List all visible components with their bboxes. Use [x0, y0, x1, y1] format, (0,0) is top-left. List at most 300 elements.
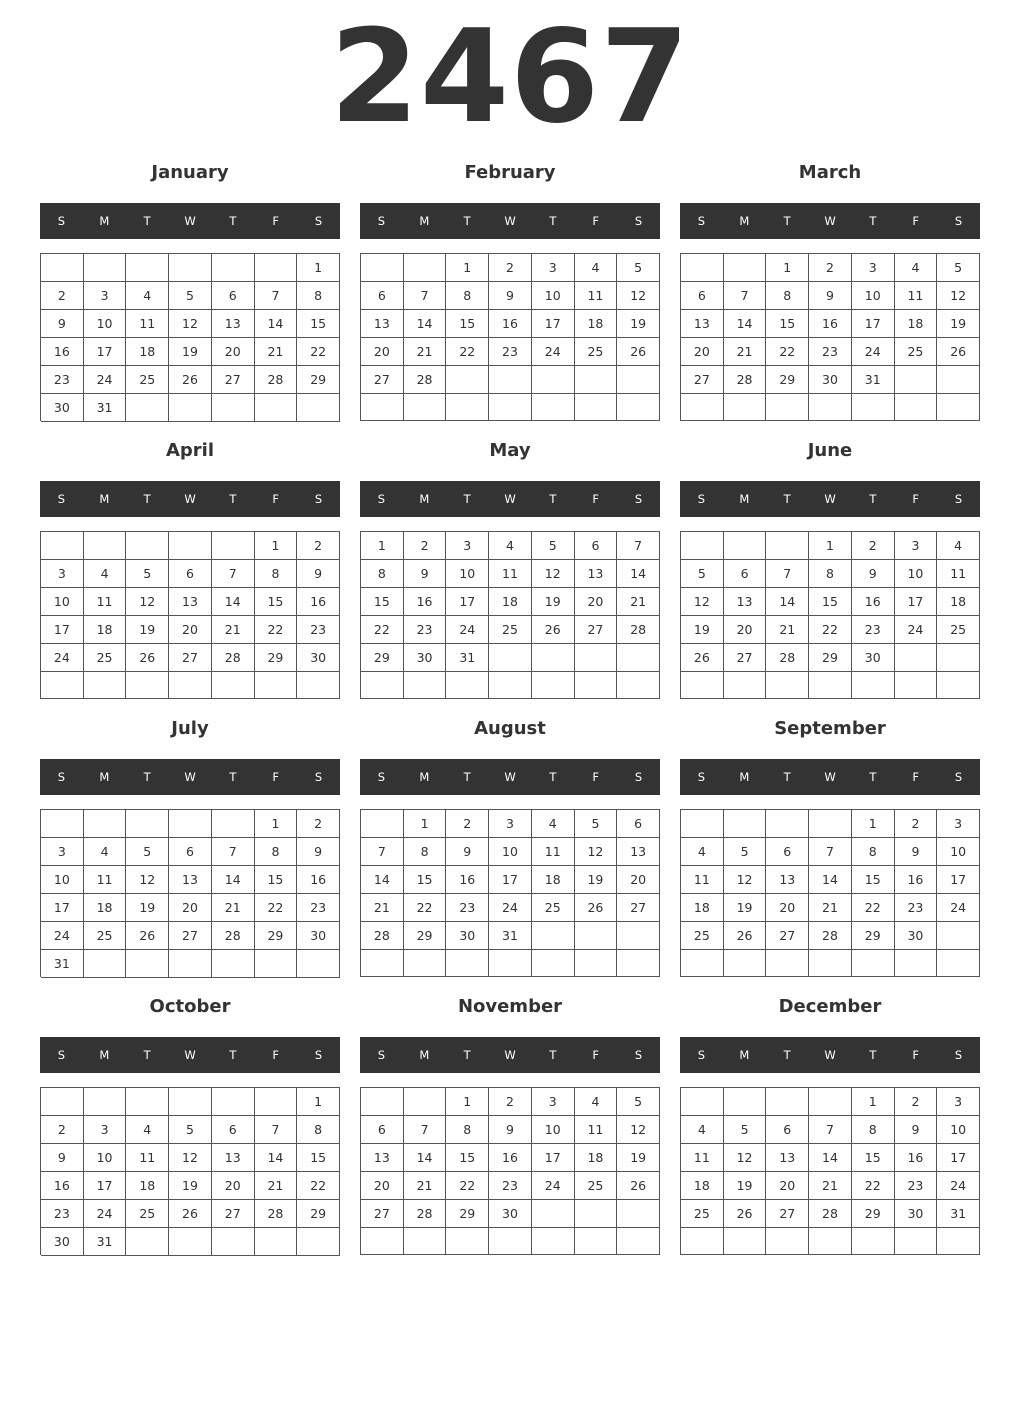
day-cell[interactable]: 25 — [489, 616, 532, 644]
day-cell[interactable]: 28 — [617, 616, 660, 644]
day-cell[interactable]: 5 — [126, 560, 169, 588]
day-cell[interactable]: 12 — [575, 838, 618, 866]
day-cell[interactable]: 22 — [297, 338, 340, 366]
day-cell[interactable]: 15 — [404, 866, 447, 894]
day-cell[interactable]: 13 — [212, 1144, 255, 1172]
day-cell[interactable]: 20 — [681, 338, 724, 366]
day-cell[interactable]: 13 — [766, 866, 809, 894]
day-cell[interactable]: 16 — [895, 1144, 938, 1172]
day-cell[interactable]: 6 — [361, 1116, 404, 1144]
day-cell[interactable]: 1 — [297, 254, 340, 282]
day-cell[interactable]: 31 — [852, 366, 895, 394]
day-cell[interactable]: 16 — [809, 310, 852, 338]
day-cell[interactable]: 5 — [724, 838, 767, 866]
day-cell[interactable]: 18 — [126, 1172, 169, 1200]
day-cell[interactable]: 1 — [297, 1088, 340, 1116]
day-cell[interactable]: 24 — [937, 894, 980, 922]
day-cell[interactable]: 2 — [895, 810, 938, 838]
day-cell[interactable]: 7 — [404, 282, 447, 310]
day-cell[interactable]: 27 — [681, 366, 724, 394]
day-cell[interactable]: 21 — [255, 338, 298, 366]
day-cell[interactable]: 12 — [169, 310, 212, 338]
day-cell[interactable]: 17 — [937, 1144, 980, 1172]
day-cell[interactable]: 24 — [895, 616, 938, 644]
day-cell[interactable]: 11 — [126, 310, 169, 338]
day-cell[interactable]: 8 — [404, 838, 447, 866]
day-cell[interactable]: 6 — [361, 282, 404, 310]
day-cell[interactable]: 24 — [489, 894, 532, 922]
day-cell[interactable]: 23 — [41, 366, 84, 394]
day-cell[interactable]: 6 — [169, 838, 212, 866]
day-cell[interactable]: 25 — [84, 922, 127, 950]
day-cell[interactable]: 16 — [297, 866, 340, 894]
day-cell[interactable]: 21 — [404, 338, 447, 366]
day-cell[interactable]: 22 — [361, 616, 404, 644]
day-cell[interactable]: 24 — [532, 338, 575, 366]
day-cell[interactable]: 20 — [361, 1172, 404, 1200]
day-cell[interactable]: 2 — [297, 810, 340, 838]
day-cell[interactable]: 23 — [895, 1172, 938, 1200]
day-cell[interactable]: 13 — [575, 560, 618, 588]
day-cell[interactable]: 21 — [212, 894, 255, 922]
day-cell[interactable]: 4 — [681, 1116, 724, 1144]
day-cell[interactable]: 31 — [84, 394, 127, 422]
day-cell[interactable]: 23 — [809, 338, 852, 366]
day-cell[interactable]: 31 — [489, 922, 532, 950]
day-cell[interactable]: 28 — [404, 1200, 447, 1228]
day-cell[interactable]: 29 — [852, 922, 895, 950]
day-cell[interactable]: 11 — [895, 282, 938, 310]
day-cell[interactable]: 6 — [724, 560, 767, 588]
day-cell[interactable]: 21 — [361, 894, 404, 922]
day-cell[interactable]: 24 — [84, 1200, 127, 1228]
day-cell[interactable]: 20 — [169, 616, 212, 644]
day-cell[interactable]: 14 — [617, 560, 660, 588]
day-cell[interactable]: 2 — [489, 1088, 532, 1116]
day-cell[interactable]: 21 — [212, 616, 255, 644]
day-cell[interactable]: 19 — [617, 310, 660, 338]
day-cell[interactable]: 20 — [766, 894, 809, 922]
day-cell[interactable]: 23 — [404, 616, 447, 644]
day-cell[interactable]: 18 — [575, 310, 618, 338]
day-cell[interactable]: 7 — [255, 282, 298, 310]
day-cell[interactable]: 28 — [212, 644, 255, 672]
day-cell[interactable]: 25 — [681, 922, 724, 950]
day-cell[interactable]: 2 — [852, 532, 895, 560]
day-cell[interactable]: 29 — [852, 1200, 895, 1228]
day-cell[interactable]: 27 — [212, 366, 255, 394]
day-cell[interactable]: 28 — [255, 366, 298, 394]
day-cell[interactable]: 27 — [575, 616, 618, 644]
day-cell[interactable]: 4 — [84, 838, 127, 866]
day-cell[interactable]: 20 — [212, 338, 255, 366]
day-cell[interactable]: 6 — [169, 560, 212, 588]
day-cell[interactable]: 6 — [575, 532, 618, 560]
day-cell[interactable]: 14 — [809, 1144, 852, 1172]
day-cell[interactable]: 27 — [361, 1200, 404, 1228]
day-cell[interactable]: 8 — [446, 1116, 489, 1144]
day-cell[interactable]: 25 — [126, 1200, 169, 1228]
day-cell[interactable]: 1 — [404, 810, 447, 838]
day-cell[interactable]: 22 — [297, 1172, 340, 1200]
day-cell[interactable]: 3 — [84, 1116, 127, 1144]
day-cell[interactable]: 21 — [404, 1172, 447, 1200]
day-cell[interactable]: 27 — [766, 1200, 809, 1228]
day-cell[interactable]: 29 — [255, 922, 298, 950]
day-cell[interactable]: 3 — [84, 282, 127, 310]
day-cell[interactable]: 26 — [681, 644, 724, 672]
day-cell[interactable]: 11 — [126, 1144, 169, 1172]
day-cell[interactable]: 4 — [532, 810, 575, 838]
day-cell[interactable]: 15 — [255, 866, 298, 894]
day-cell[interactable]: 6 — [212, 282, 255, 310]
day-cell[interactable]: 23 — [489, 338, 532, 366]
day-cell[interactable]: 3 — [446, 532, 489, 560]
day-cell[interactable]: 12 — [617, 1116, 660, 1144]
day-cell[interactable]: 19 — [169, 1172, 212, 1200]
day-cell[interactable]: 25 — [937, 616, 980, 644]
day-cell[interactable]: 10 — [937, 1116, 980, 1144]
day-cell[interactable]: 17 — [84, 1172, 127, 1200]
day-cell[interactable]: 15 — [852, 866, 895, 894]
day-cell[interactable]: 25 — [895, 338, 938, 366]
day-cell[interactable]: 7 — [617, 532, 660, 560]
day-cell[interactable]: 27 — [724, 644, 767, 672]
day-cell[interactable]: 4 — [126, 1116, 169, 1144]
day-cell[interactable]: 15 — [297, 1144, 340, 1172]
day-cell[interactable]: 24 — [84, 366, 127, 394]
day-cell[interactable]: 21 — [724, 338, 767, 366]
day-cell[interactable]: 10 — [41, 866, 84, 894]
day-cell[interactable]: 26 — [169, 366, 212, 394]
day-cell[interactable]: 6 — [766, 1116, 809, 1144]
day-cell[interactable]: 9 — [297, 560, 340, 588]
day-cell[interactable]: 4 — [575, 1088, 618, 1116]
day-cell[interactable]: 17 — [532, 310, 575, 338]
day-cell[interactable]: 11 — [937, 560, 980, 588]
day-cell[interactable]: 9 — [895, 1116, 938, 1144]
day-cell[interactable]: 18 — [895, 310, 938, 338]
day-cell[interactable]: 13 — [766, 1144, 809, 1172]
day-cell[interactable]: 21 — [766, 616, 809, 644]
day-cell[interactable]: 9 — [446, 838, 489, 866]
day-cell[interactable]: 26 — [724, 922, 767, 950]
day-cell[interactable]: 10 — [895, 560, 938, 588]
day-cell[interactable]: 30 — [404, 644, 447, 672]
day-cell[interactable]: 31 — [446, 644, 489, 672]
day-cell[interactable]: 2 — [41, 1116, 84, 1144]
day-cell[interactable]: 19 — [724, 894, 767, 922]
day-cell[interactable]: 15 — [255, 588, 298, 616]
day-cell[interactable]: 23 — [489, 1172, 532, 1200]
day-cell[interactable]: 10 — [532, 1116, 575, 1144]
day-cell[interactable]: 9 — [489, 1116, 532, 1144]
day-cell[interactable]: 11 — [681, 866, 724, 894]
day-cell[interactable]: 13 — [724, 588, 767, 616]
day-cell[interactable]: 27 — [169, 644, 212, 672]
day-cell[interactable]: 3 — [937, 1088, 980, 1116]
day-cell[interactable]: 28 — [724, 366, 767, 394]
day-cell[interactable]: 2 — [809, 254, 852, 282]
day-cell[interactable]: 4 — [575, 254, 618, 282]
day-cell[interactable]: 12 — [169, 1144, 212, 1172]
day-cell[interactable]: 8 — [809, 560, 852, 588]
day-cell[interactable]: 16 — [404, 588, 447, 616]
day-cell[interactable]: 25 — [575, 338, 618, 366]
day-cell[interactable]: 3 — [489, 810, 532, 838]
day-cell[interactable]: 15 — [766, 310, 809, 338]
day-cell[interactable]: 30 — [852, 644, 895, 672]
day-cell[interactable]: 8 — [852, 1116, 895, 1144]
day-cell[interactable]: 7 — [361, 838, 404, 866]
day-cell[interactable]: 5 — [937, 254, 980, 282]
day-cell[interactable]: 18 — [84, 616, 127, 644]
day-cell[interactable]: 13 — [361, 1144, 404, 1172]
day-cell[interactable]: 1 — [446, 1088, 489, 1116]
day-cell[interactable]: 12 — [532, 560, 575, 588]
day-cell[interactable]: 26 — [169, 1200, 212, 1228]
day-cell[interactable]: 15 — [446, 310, 489, 338]
day-cell[interactable]: 14 — [766, 588, 809, 616]
day-cell[interactable]: 7 — [212, 838, 255, 866]
day-cell[interactable]: 14 — [212, 866, 255, 894]
day-cell[interactable]: 9 — [41, 1144, 84, 1172]
day-cell[interactable]: 30 — [41, 1228, 84, 1256]
day-cell[interactable]: 9 — [297, 838, 340, 866]
day-cell[interactable]: 5 — [169, 1116, 212, 1144]
day-cell[interactable]: 25 — [84, 644, 127, 672]
day-cell[interactable]: 29 — [297, 366, 340, 394]
day-cell[interactable]: 7 — [404, 1116, 447, 1144]
day-cell[interactable]: 31 — [41, 950, 84, 978]
day-cell[interactable]: 5 — [617, 1088, 660, 1116]
day-cell[interactable]: 20 — [361, 338, 404, 366]
day-cell[interactable]: 19 — [681, 616, 724, 644]
day-cell[interactable]: 4 — [84, 560, 127, 588]
day-cell[interactable]: 23 — [852, 616, 895, 644]
day-cell[interactable]: 18 — [937, 588, 980, 616]
day-cell[interactable]: 13 — [681, 310, 724, 338]
day-cell[interactable]: 17 — [446, 588, 489, 616]
day-cell[interactable]: 18 — [681, 894, 724, 922]
day-cell[interactable]: 16 — [41, 338, 84, 366]
day-cell[interactable]: 5 — [126, 838, 169, 866]
day-cell[interactable]: 22 — [809, 616, 852, 644]
day-cell[interactable]: 10 — [446, 560, 489, 588]
day-cell[interactable]: 25 — [532, 894, 575, 922]
day-cell[interactable]: 29 — [297, 1200, 340, 1228]
day-cell[interactable]: 4 — [489, 532, 532, 560]
day-cell[interactable]: 30 — [489, 1200, 532, 1228]
day-cell[interactable]: 11 — [84, 866, 127, 894]
day-cell[interactable]: 28 — [809, 1200, 852, 1228]
day-cell[interactable]: 12 — [681, 588, 724, 616]
day-cell[interactable]: 22 — [255, 894, 298, 922]
day-cell[interactable]: 22 — [404, 894, 447, 922]
day-cell[interactable]: 19 — [532, 588, 575, 616]
day-cell[interactable]: 14 — [212, 588, 255, 616]
day-cell[interactable]: 9 — [404, 560, 447, 588]
day-cell[interactable]: 17 — [489, 866, 532, 894]
day-cell[interactable]: 18 — [575, 1144, 618, 1172]
day-cell[interactable]: 8 — [297, 1116, 340, 1144]
day-cell[interactable]: 2 — [41, 282, 84, 310]
day-cell[interactable]: 31 — [84, 1228, 127, 1256]
day-cell[interactable]: 16 — [489, 1144, 532, 1172]
day-cell[interactable]: 4 — [681, 838, 724, 866]
day-cell[interactable]: 30 — [895, 922, 938, 950]
day-cell[interactable]: 1 — [361, 532, 404, 560]
day-cell[interactable]: 2 — [297, 532, 340, 560]
day-cell[interactable]: 14 — [809, 866, 852, 894]
day-cell[interactable]: 12 — [724, 866, 767, 894]
day-cell[interactable]: 13 — [617, 838, 660, 866]
day-cell[interactable]: 21 — [617, 588, 660, 616]
day-cell[interactable]: 18 — [489, 588, 532, 616]
day-cell[interactable]: 29 — [766, 366, 809, 394]
day-cell[interactable]: 7 — [766, 560, 809, 588]
day-cell[interactable]: 26 — [617, 1172, 660, 1200]
day-cell[interactable]: 8 — [852, 838, 895, 866]
day-cell[interactable]: 18 — [126, 338, 169, 366]
day-cell[interactable]: 28 — [255, 1200, 298, 1228]
day-cell[interactable]: 30 — [297, 922, 340, 950]
day-cell[interactable]: 17 — [41, 616, 84, 644]
day-cell[interactable]: 11 — [681, 1144, 724, 1172]
day-cell[interactable]: 13 — [361, 310, 404, 338]
day-cell[interactable]: 19 — [937, 310, 980, 338]
day-cell[interactable]: 28 — [361, 922, 404, 950]
day-cell[interactable]: 9 — [895, 838, 938, 866]
day-cell[interactable]: 15 — [852, 1144, 895, 1172]
day-cell[interactable]: 12 — [126, 588, 169, 616]
day-cell[interactable]: 8 — [446, 282, 489, 310]
day-cell[interactable]: 31 — [937, 1200, 980, 1228]
day-cell[interactable]: 19 — [575, 866, 618, 894]
day-cell[interactable]: 14 — [404, 310, 447, 338]
day-cell[interactable]: 22 — [446, 338, 489, 366]
day-cell[interactable]: 12 — [126, 866, 169, 894]
day-cell[interactable]: 23 — [446, 894, 489, 922]
day-cell[interactable]: 8 — [255, 560, 298, 588]
day-cell[interactable]: 21 — [809, 894, 852, 922]
day-cell[interactable]: 2 — [446, 810, 489, 838]
day-cell[interactable]: 10 — [532, 282, 575, 310]
day-cell[interactable]: 17 — [895, 588, 938, 616]
day-cell[interactable]: 5 — [617, 254, 660, 282]
day-cell[interactable]: 12 — [617, 282, 660, 310]
day-cell[interactable]: 13 — [212, 310, 255, 338]
day-cell[interactable]: 2 — [404, 532, 447, 560]
day-cell[interactable]: 3 — [532, 1088, 575, 1116]
day-cell[interactable]: 9 — [41, 310, 84, 338]
day-cell[interactable]: 20 — [212, 1172, 255, 1200]
day-cell[interactable]: 5 — [169, 282, 212, 310]
day-cell[interactable]: 7 — [809, 838, 852, 866]
day-cell[interactable]: 30 — [446, 922, 489, 950]
day-cell[interactable]: 11 — [489, 560, 532, 588]
day-cell[interactable]: 3 — [895, 532, 938, 560]
day-cell[interactable]: 28 — [809, 922, 852, 950]
day-cell[interactable]: 13 — [169, 866, 212, 894]
day-cell[interactable]: 15 — [361, 588, 404, 616]
day-cell[interactable]: 22 — [766, 338, 809, 366]
day-cell[interactable]: 29 — [446, 1200, 489, 1228]
day-cell[interactable]: 9 — [852, 560, 895, 588]
day-cell[interactable]: 8 — [766, 282, 809, 310]
day-cell[interactable]: 1 — [852, 1088, 895, 1116]
day-cell[interactable]: 27 — [766, 922, 809, 950]
day-cell[interactable]: 6 — [617, 810, 660, 838]
day-cell[interactable]: 14 — [404, 1144, 447, 1172]
day-cell[interactable]: 27 — [212, 1200, 255, 1228]
day-cell[interactable]: 25 — [126, 366, 169, 394]
day-cell[interactable]: 9 — [489, 282, 532, 310]
day-cell[interactable]: 10 — [852, 282, 895, 310]
day-cell[interactable]: 7 — [724, 282, 767, 310]
day-cell[interactable]: 23 — [297, 894, 340, 922]
day-cell[interactable]: 27 — [617, 894, 660, 922]
day-cell[interactable]: 10 — [489, 838, 532, 866]
day-cell[interactable]: 26 — [575, 894, 618, 922]
day-cell[interactable]: 16 — [852, 588, 895, 616]
day-cell[interactable]: 12 — [937, 282, 980, 310]
day-cell[interactable]: 25 — [575, 1172, 618, 1200]
day-cell[interactable]: 13 — [169, 588, 212, 616]
day-cell[interactable]: 14 — [255, 1144, 298, 1172]
day-cell[interactable]: 22 — [255, 616, 298, 644]
day-cell[interactable]: 24 — [41, 644, 84, 672]
day-cell[interactable]: 19 — [126, 894, 169, 922]
day-cell[interactable]: 1 — [255, 532, 298, 560]
day-cell[interactable]: 7 — [809, 1116, 852, 1144]
day-cell[interactable]: 22 — [852, 1172, 895, 1200]
day-cell[interactable]: 26 — [126, 644, 169, 672]
day-cell[interactable]: 5 — [724, 1116, 767, 1144]
day-cell[interactable]: 6 — [212, 1116, 255, 1144]
day-cell[interactable]: 16 — [446, 866, 489, 894]
day-cell[interactable]: 30 — [41, 394, 84, 422]
day-cell[interactable]: 26 — [937, 338, 980, 366]
day-cell[interactable]: 23 — [297, 616, 340, 644]
day-cell[interactable]: 9 — [809, 282, 852, 310]
day-cell[interactable]: 17 — [41, 894, 84, 922]
day-cell[interactable]: 19 — [617, 1144, 660, 1172]
day-cell[interactable]: 24 — [446, 616, 489, 644]
day-cell[interactable]: 19 — [169, 338, 212, 366]
day-cell[interactable]: 30 — [297, 644, 340, 672]
day-cell[interactable]: 8 — [297, 282, 340, 310]
day-cell[interactable]: 1 — [766, 254, 809, 282]
day-cell[interactable]: 17 — [532, 1144, 575, 1172]
day-cell[interactable]: 18 — [681, 1172, 724, 1200]
day-cell[interactable]: 29 — [255, 644, 298, 672]
day-cell[interactable]: 26 — [126, 922, 169, 950]
day-cell[interactable]: 23 — [41, 1200, 84, 1228]
day-cell[interactable]: 4 — [937, 532, 980, 560]
day-cell[interactable]: 3 — [852, 254, 895, 282]
day-cell[interactable]: 1 — [852, 810, 895, 838]
day-cell[interactable]: 17 — [84, 338, 127, 366]
day-cell[interactable]: 10 — [937, 838, 980, 866]
day-cell[interactable]: 7 — [212, 560, 255, 588]
day-cell[interactable]: 12 — [724, 1144, 767, 1172]
day-cell[interactable]: 2 — [489, 254, 532, 282]
day-cell[interactable]: 20 — [169, 894, 212, 922]
day-cell[interactable]: 7 — [255, 1116, 298, 1144]
day-cell[interactable]: 14 — [724, 310, 767, 338]
day-cell[interactable]: 3 — [41, 560, 84, 588]
